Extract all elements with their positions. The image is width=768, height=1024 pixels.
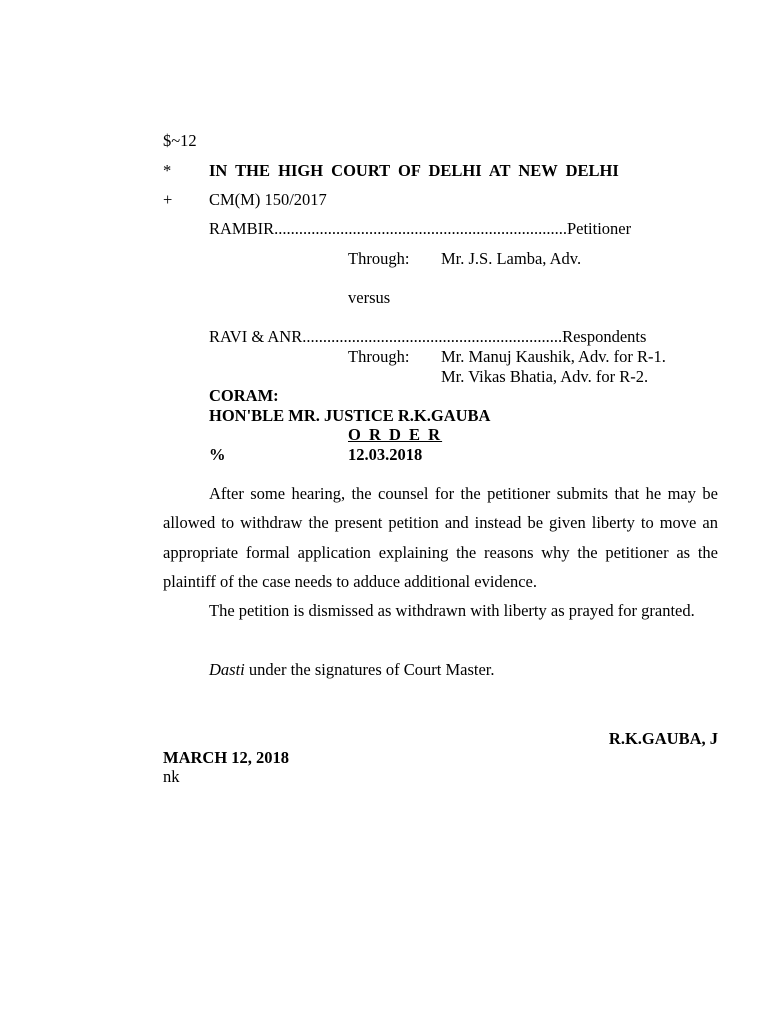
judge-signature: R.K.GAUBA, J	[608, 729, 718, 748]
respondent-through-label: Through:	[348, 347, 410, 366]
judge-name: HON'BLE MR. JUSTICE R.K.GAUBA	[209, 406, 491, 425]
petitioner-through-label: Through:	[348, 249, 410, 268]
dasti-word: Dasti	[209, 660, 245, 679]
paragraph-2	[163, 596, 718, 625]
footer-date: MARCH 12, 2018	[163, 748, 290, 767]
petitioner-counsel: Mr. J.S. Lamba, Adv.	[441, 249, 582, 268]
paragraph-2-text: The petition is dismissed as withdrawn with liberty as prayed for granted.	[209, 601, 695, 620]
paragraph-1	[163, 479, 718, 596]
case-number: CM(M) 150/2017	[209, 190, 327, 209]
petitioner-line: RAMBIR.......................................................................Petitioner	[209, 219, 632, 238]
footer-initials: nk	[163, 767, 180, 786]
paragraph-3	[163, 655, 718, 684]
paragraph-3-text: under the signatures of Court Master.	[244, 660, 495, 679]
respondent-counsel-2: Mr. Vikas Bhatia, Adv. for R-2.	[441, 367, 649, 386]
paragraph-1-text: After some hearing, the counsel for the petitioner submits that he may be allowed to withdraw the present petition and instead be given liberty to move an appropriate formal application explaining the reasons why the petitioner as the plaintiff of the case needs to adduce additional evidence.	[163, 484, 718, 591]
respondent-line: RAVI & ANR...............................................................Respondents	[209, 327, 647, 346]
order-heading: O R D E R	[348, 425, 443, 444]
respondent-counsel-1: Mr. Manuj Kaushik, Adv. for R-1.	[441, 347, 666, 366]
star-marker: *	[163, 161, 172, 180]
plus-marker: +	[163, 190, 173, 209]
court-title: IN THE HIGH COURT OF DELHI AT NEW DELHI	[209, 161, 619, 180]
order-date: 12.03.2018	[348, 445, 423, 464]
percent-marker: %	[209, 445, 226, 464]
case-code: $~12	[163, 131, 197, 150]
coram-label: CORAM:	[209, 386, 279, 405]
versus-label: versus	[348, 288, 391, 307]
